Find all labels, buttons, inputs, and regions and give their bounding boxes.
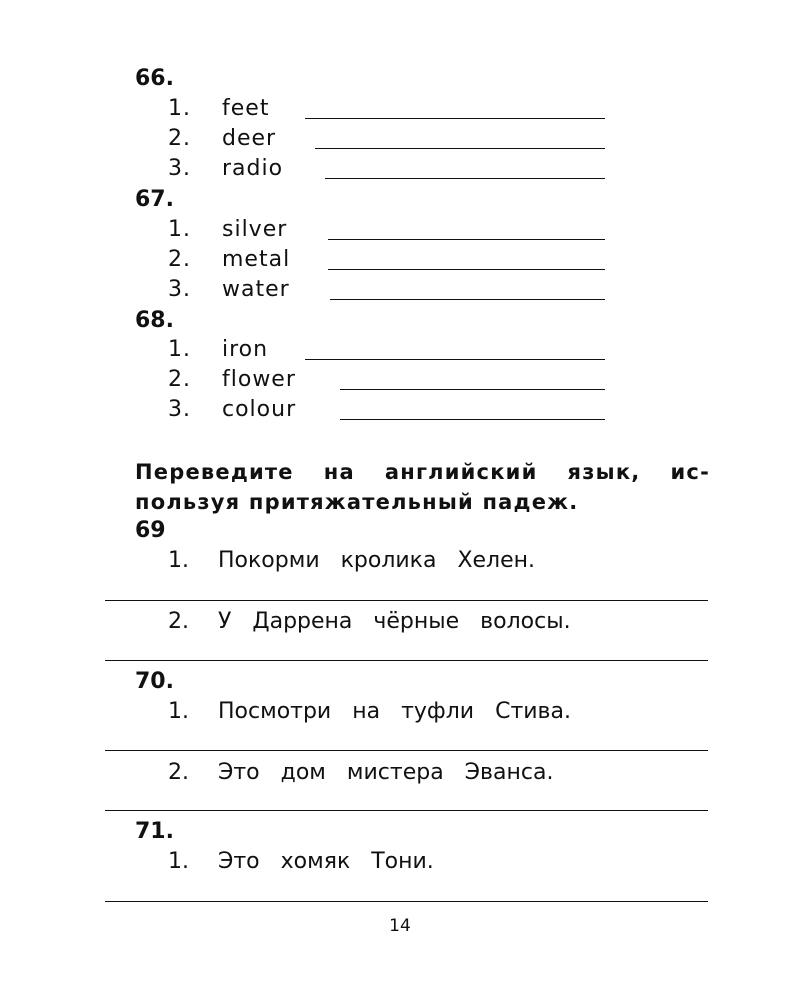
item-index: 3. [168, 156, 191, 181]
instruction-line: пользуя притяжательный падеж. [135, 490, 579, 514]
answer-line[interactable] [105, 810, 708, 811]
item-word: deer [222, 126, 277, 151]
instruction-line: Переведите на английский язык, ис- [135, 460, 710, 484]
exercise-number-66: 66. [135, 66, 174, 91]
sentence-text: Посмотри на туфли Стива. [218, 699, 571, 724]
answer-blank[interactable] [328, 269, 605, 270]
item-index: 1. [168, 337, 191, 362]
exercise-number-69: 69 [135, 518, 166, 543]
instruction-text [135, 457, 710, 517]
item-index: 2. [168, 760, 189, 785]
answer-line[interactable] [105, 600, 708, 601]
answer-line[interactable] [105, 750, 708, 751]
page-number: 14 [389, 916, 411, 936]
answer-blank[interactable] [325, 178, 605, 179]
exercise-number-70: 70. [135, 669, 174, 694]
item-word: radio [222, 156, 284, 181]
item-word: silver [222, 217, 288, 242]
exercise-number-67: 67. [135, 187, 174, 212]
answer-blank[interactable] [305, 118, 605, 119]
sentence-text: У Даррена чёрные волосы. [218, 609, 571, 634]
item-index: 1. [168, 96, 191, 121]
item-word: feet [222, 96, 270, 121]
sentence-text: Покорми кролика Хелен. [218, 548, 536, 573]
exercise-number-71: 71. [135, 819, 174, 844]
item-word: flower [222, 367, 296, 392]
item-index: 2. [168, 126, 191, 151]
item-index: 1. [168, 849, 189, 874]
answer-line[interactable] [105, 901, 708, 902]
answer-line[interactable] [105, 660, 708, 661]
sentence-text: Это хомяк Тони. [218, 849, 434, 874]
answer-blank[interactable] [340, 389, 605, 390]
answer-blank[interactable] [328, 239, 605, 240]
answer-blank[interactable] [315, 148, 605, 149]
answer-blank[interactable] [305, 359, 605, 360]
item-word: colour [222, 397, 297, 422]
sentence-text: Это дом мистера Эванса. [218, 760, 554, 785]
item-index: 1. [168, 217, 191, 242]
item-index: 2. [168, 367, 191, 392]
item-index: 1. [168, 699, 189, 724]
item-word: iron [222, 337, 269, 362]
item-index: 1. [168, 548, 189, 573]
item-index: 3. [168, 397, 191, 422]
item-index: 2. [168, 609, 189, 634]
exercise-number-68: 68. [135, 308, 174, 333]
item-index: 3. [168, 277, 191, 302]
answer-blank[interactable] [330, 299, 605, 300]
item-word: water [222, 277, 290, 302]
item-word: metal [222, 247, 291, 272]
item-index: 2. [168, 247, 191, 272]
answer-blank[interactable] [340, 419, 605, 420]
